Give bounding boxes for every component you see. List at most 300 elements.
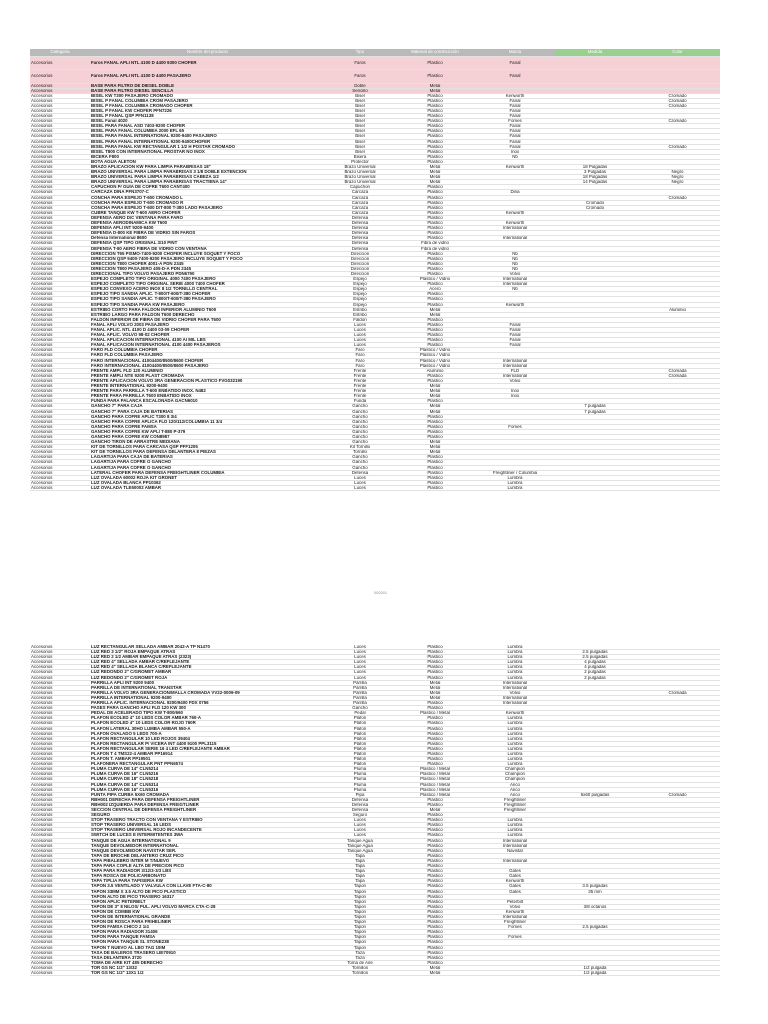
cell-material: Plastico — [395, 190, 475, 195]
cell-categoria: Accesorios — [30, 282, 90, 287]
cell-categoria: Accesorios — [30, 670, 90, 675]
cell-color: Cromado — [635, 119, 720, 124]
header-row — [30, 49, 720, 56]
cell-marca: Volvo — [475, 904, 555, 909]
cell-categoria: Accesorios — [30, 828, 90, 833]
cell-categoria: Accesorios — [30, 83, 90, 88]
cell-nombre: BISEL PARA FANAL KW RECTANGULAR 1 1/2 H POSTAR CROMADO — [90, 144, 325, 149]
cell-material: Plastico — [395, 205, 475, 210]
cell-medida: 5x60 pulgadas — [555, 792, 635, 797]
cell-categoria: Accesorios — [30, 175, 90, 180]
cell-nombre: TASA DE BALEROS TRASERO LBI70910 — [90, 950, 325, 955]
cell-categoria: Accesorios — [30, 858, 90, 863]
cell-nombre: FRENTE APLICACION VOLVO 3RA GENERACION PLASTICO FVG032190 — [90, 378, 325, 383]
cell-tipo: Bisel — [325, 134, 395, 139]
cell-material: Plastico / Vidrio — [395, 348, 475, 353]
cell-tipo: Carcaza — [325, 200, 395, 205]
cell-material: Plastico — [395, 833, 475, 838]
cell-marca: Fanal — [475, 134, 555, 139]
cell-nombre: CONCHA PARA ESPEJO T-600 CROMADO L — [90, 195, 325, 200]
cell-categoria: Accesorios — [30, 261, 90, 266]
cell-tipo: Defensa — [325, 231, 395, 236]
cell-tipo: Parrilla — [325, 680, 395, 685]
cell-categoria: Accesorios — [30, 70, 90, 84]
cell-material: Plastico — [395, 317, 475, 322]
cell-marca: Kenworth — [475, 302, 555, 307]
cell-material: Plastico — [395, 470, 475, 475]
cell-marca: Fanal — [475, 108, 555, 113]
cell-categoria: Accesorios — [30, 414, 90, 419]
cell-categoria: Accesorios — [30, 869, 90, 874]
cell-categoria: Accesorios — [30, 170, 90, 175]
cell-material: Metal — [395, 440, 475, 445]
cell-nombre: LUZ RED 2 1/2 AMBAR EMPAQUE ATRAS (2323) — [90, 655, 325, 660]
cell-nombre: PASES PARA GANCHO APLI FLD 120 KW 300 — [90, 706, 325, 711]
cell-marca: International — [475, 843, 555, 848]
cell-categoria: Accesorios — [30, 945, 90, 950]
cell-nombre: TAPA ROSCA DE POLICARBONATO — [90, 874, 325, 879]
cell-material: Plastico — [395, 818, 475, 823]
cell-nombre: ESTRIBO LARGO PARA FALDON T600 DERECHO — [90, 312, 325, 317]
cell-nombre: TAPON ALTO DE PICO TRASERO 16317 — [90, 894, 325, 899]
cell-marca: Lumbra — [475, 721, 555, 726]
product-table-1 — [30, 49, 720, 491]
cell-nombre: ESPEJO COMPLETO TIPO ORIGINAL 4000 7400 PASAJERO — [90, 277, 325, 282]
cell-nombre: LUZ REDONDO 2" C/GROMET AMBAR — [90, 670, 325, 675]
cell-marca: Peterbilt — [475, 899, 555, 904]
cell-categoria: Accesorios — [30, 384, 90, 389]
cell-tipo: Bisera — [325, 154, 395, 159]
cell-tipo: Funda — [325, 399, 395, 404]
cell-tipo: Plafon — [325, 716, 395, 721]
cell-material: Plastico / Metal — [395, 777, 475, 782]
cell-categoria: Accesorios — [30, 312, 90, 317]
cell-material: Plastico — [395, 480, 475, 485]
cell-nombre: TAPON APLIC PETERBILT — [90, 899, 325, 904]
cell-categoria: Accesorios — [30, 930, 90, 935]
cell-categoria: Accesorios — [30, 205, 90, 210]
cell-material: Plastico — [395, 813, 475, 818]
cell-categoria: Accesorios — [30, 955, 90, 960]
cell-medida: 35 mm — [555, 889, 635, 894]
cell-material: Plastico / Vidrio — [395, 277, 475, 282]
cell-categoria: Accesorios — [30, 751, 90, 756]
cell-nombre: PLUMA CURVA DE 16" CLN5316 — [90, 787, 325, 792]
cell-tipo: Capuchon — [325, 185, 395, 190]
cell-categoria: Accesorios — [30, 149, 90, 154]
header-material: Material de construcción — [395, 49, 475, 56]
cell-marca: Inox — [475, 394, 555, 399]
cell-nombre: PLAFON ECOLED 4" 10 LEDS COLOR ROJO 760R — [90, 721, 325, 726]
cell-tipo: Luces — [325, 480, 395, 485]
cell-categoria: Accesorios — [30, 256, 90, 261]
cell-tipo: Parrilla — [325, 695, 395, 700]
cell-marca: Lumbra — [475, 751, 555, 756]
cell-material: Plastico — [395, 736, 475, 741]
cell-material: Plastico — [395, 945, 475, 950]
cell-categoria: Accesorios — [30, 419, 90, 424]
cell-tipo: Direccion — [325, 251, 395, 256]
cell-nombre: BISEL P FANAL COLUMBIA CROMADO CHOFER — [90, 103, 325, 108]
cell-nombre: BRAZO UNIVERSAL PARA LIMPIA PARABRISAS TRACTIENA 14" — [90, 180, 325, 185]
cell-tipo: Gancho — [325, 419, 395, 424]
cell-nombre: DEFENSA APLI INT 9200-9400 — [90, 226, 325, 231]
cell-marca: Gates — [475, 874, 555, 879]
cell-nombre: LAGARTIJA PARA CAJA DE BATERIAS — [90, 455, 325, 460]
cell-categoria: Accesorios — [30, 450, 90, 455]
cell-tipo: Gancho — [325, 465, 395, 470]
cell-tipo: Tapon — [325, 935, 395, 940]
cell-categoria: Accesorios — [30, 736, 90, 741]
cell-color: Cromado — [635, 98, 720, 103]
cell-categoria: Accesorios — [30, 144, 90, 149]
cell-material: Plastico — [395, 645, 475, 650]
cell-material: Metal — [395, 409, 475, 414]
cell-tipo: Tapon — [325, 909, 395, 914]
cell-categoria: Accesorios — [30, 348, 90, 353]
cell-marca: Fanal — [475, 103, 555, 108]
cell-categoria: Accesorios — [30, 368, 90, 373]
cell-categoria: Accesorios — [30, 470, 90, 475]
cell-categoria: Accesorios — [30, 894, 90, 899]
cell-medida: 1/2 pulgada — [555, 965, 635, 970]
cell-tipo: Tapa — [325, 853, 395, 858]
cell-medida — [555, 70, 635, 84]
cell-tipo: Defensa — [325, 808, 395, 813]
cell-nombre: BOTA AGUA ALETON — [90, 159, 325, 164]
cell-nombre: LAGARTIJA PARA COFRE O GANCHO — [90, 465, 325, 470]
cell-tipo: Tanque Agua — [325, 848, 395, 853]
cell-material: Plastico — [395, 802, 475, 807]
cell-tipo: Luces — [325, 485, 395, 490]
cell-tipo: Pluma — [325, 772, 395, 777]
cell-nombre: RBH002 IZQUIERDA PARA DEFENSA FREIGTLINER — [90, 802, 325, 807]
cell-material: Plastico — [395, 210, 475, 215]
cell-nombre: TAPA PARA RADIADOR 3/12/3-3/3 LBS — [90, 869, 325, 874]
cell-marca: International — [475, 277, 555, 282]
cell-nombre: BRAZO APLICACION KW PARA LIMPIA PARABRISAS 18" — [90, 165, 325, 170]
cell-material: Plastico / Metal — [395, 711, 475, 716]
cell-tipo: Defensa — [325, 221, 395, 226]
cell-tipo: Gancho — [325, 404, 395, 409]
cell-material: Plastico — [395, 98, 475, 103]
cell-marca: Lumbra — [475, 746, 555, 751]
cell-categoria: Accesorios — [30, 287, 90, 292]
table-row — [30, 56, 720, 70]
cell-nombre: PLAFON T. AMBAR PP19501 — [90, 757, 325, 762]
cell-categoria: Accesorios — [30, 914, 90, 919]
cell-medida: 18 Pulgadas — [555, 165, 635, 170]
cell-nombre: LAGARTIJA PARA COFRE O GANCHO — [90, 460, 325, 465]
cell-marca: Fanal — [475, 322, 555, 327]
cell-categoria: Accesorios — [30, 409, 90, 414]
cell-nombre: TAPON 33MM X 3.5 ALTO DE PICO PLASTICO — [90, 889, 325, 894]
cell-categoria: Accesorios — [30, 746, 90, 751]
cell-nombre: SEGURO — [90, 813, 325, 818]
cell-marca: Lumbra — [475, 675, 555, 680]
cell-marca: International — [475, 236, 555, 241]
cell-categoria: Accesorios — [30, 251, 90, 256]
cell-material: Metal — [395, 180, 475, 185]
cell-marca: Lumbra — [475, 726, 555, 731]
cell-nombre: PLAFON RECTANGULAR 10 LED ROJOS 39404 — [90, 736, 325, 741]
cell-tipo: Tapon — [325, 940, 395, 945]
cell-categoria: Accesorios — [30, 378, 90, 383]
cell-material: Plastico — [395, 701, 475, 706]
cell-categoria: Accesorios — [30, 716, 90, 721]
cell-tipo: Plafon — [325, 731, 395, 736]
cell-medida: 2.5 pulgadas — [555, 655, 635, 660]
cell-nombre: TAPON DE INTERNATIONAL GRANDE — [90, 914, 325, 919]
cell-nombre: LUZ RED 4" SELLADA BLANCA C/REFLEJANTE — [90, 665, 325, 670]
cell-tipo: Estribo — [325, 312, 395, 317]
cell-nombre: DEFENSA QSP TIPO ORIGINAL 3/10 PINT — [90, 241, 325, 246]
cell-color: Cromado — [635, 93, 720, 98]
cell-nombre: LUZ OVALADA TLE60002 AMBAR — [90, 485, 325, 490]
cell-material: Plastico — [395, 93, 475, 98]
cell-nombre: FANAL APLICACION INTERNATIONAL 4100 4400 PASAJEROS — [90, 343, 325, 348]
cell-material: Plastico — [395, 899, 475, 904]
cell-color: Cromado — [635, 103, 720, 108]
cell-marca: Lumbra — [475, 818, 555, 823]
cell-nombre: PLAFON RECTANGULAR SERIE 16 4 LED C/REFLEJANTE AMBAR — [90, 746, 325, 751]
cell-nombre: TANQUE DEVOLMEDOR NAVISTAR SER. — [90, 848, 325, 853]
cell-nombre: TANQUE DE AGUA INTERNATIONAL 9 — [90, 838, 325, 843]
cell-nombre: DEFENSA AERODINAMICA KW T600 — [90, 221, 325, 226]
cell-material: Metal — [395, 971, 475, 976]
cell-categoria: Accesorios — [30, 726, 90, 731]
cell-categoria: Accesorios — [30, 185, 90, 190]
cell-marca: Lumbra — [475, 645, 555, 650]
cell-color: Cromada — [635, 373, 720, 378]
cell-nombre: TAPA T/PLIA PARA TAPISERIA KW — [90, 879, 325, 884]
cell-nombre: FARO FLD COLUMBIA CHOFER — [90, 348, 325, 353]
cell-nombre: GANCHO PARA COFRE APLICA FLD 120/112/COLUMBIA 11 3/4 — [90, 419, 325, 424]
cell-nombre: TOR GS NC 1/2" 13/32 — [90, 965, 325, 970]
cell-material: Plastico — [395, 925, 475, 930]
cell-medida: 2.5 pulgadas — [555, 925, 635, 930]
cell-marca: International — [475, 226, 555, 231]
cell-categoria: Accesorios — [30, 680, 90, 685]
cell-categoria: Accesorios — [30, 920, 90, 925]
cell-marca: Volvo — [475, 271, 555, 276]
cell-tipo: Espejo — [325, 287, 395, 292]
cell-material: Plastico — [395, 215, 475, 220]
cell-marca: Lumbra — [475, 480, 555, 485]
cell-tipo: Tapon — [325, 889, 395, 894]
cell-material: Plastico — [395, 960, 475, 965]
cell-categoria: Accesorios — [30, 843, 90, 848]
cell-nombre: LUZ RED 3 1/2" ROJA EMPAQUE ATRAS — [90, 650, 325, 655]
cell-marca: Kenworth — [475, 221, 555, 226]
cell-nombre: LUZ REDONDO 2" C/GROMET ROJA — [90, 675, 325, 680]
cell-tipo: Plafon — [325, 726, 395, 731]
cell-tipo: Espejo — [325, 282, 395, 287]
cell-color: Aluminio — [635, 307, 720, 312]
cell-categoria: Accesorios — [30, 399, 90, 404]
cell-nombre: CONCHA PARA ESPEJO T-600 CROMADO R — [90, 200, 325, 205]
cell-categoria: Accesorios — [30, 480, 90, 485]
cell-nombre: BISEL P FANAL COLUMBIA CROM PASAJERO — [90, 98, 325, 103]
cell-categoria: Accesorios — [30, 180, 90, 185]
cell-material: Plastico — [395, 149, 475, 154]
cell-tipo: Pluma — [325, 767, 395, 772]
cell-categoria: Accesorios — [30, 782, 90, 787]
cell-nombre: GANCHO 7" PARA CAJA DE BATERIAS — [90, 409, 325, 414]
cell-marca: Fanal — [475, 129, 555, 134]
cell-categoria: Accesorios — [30, 292, 90, 297]
cell-material: Fibra de vidrio — [395, 241, 475, 246]
cell-material: Plastico — [395, 424, 475, 429]
cell-material: Metal — [395, 808, 475, 813]
cell-material: Plastico / Vidrio — [395, 358, 475, 363]
cell-tipo: Luces — [325, 660, 395, 665]
cell-material: Plastico — [395, 460, 475, 465]
cell-material: Plastico — [395, 716, 475, 721]
header-categoria: Categoría — [30, 49, 90, 56]
cell-tipo: Tapon — [325, 920, 395, 925]
cell-marca: Lumbra — [475, 655, 555, 660]
cell-marca: Nb — [475, 251, 555, 256]
cell-categoria: Accesorios — [30, 429, 90, 434]
cell-tipo: Protector — [325, 159, 395, 164]
cell-tipo: Luces — [325, 650, 395, 655]
cell-categoria: Accesorios — [30, 848, 90, 853]
header-color: Color — [635, 49, 720, 56]
cell-medida: 3.5 pulgadas — [555, 884, 635, 889]
cell-material: Metal — [395, 389, 475, 394]
cell-material: Plastico — [395, 660, 475, 665]
cell-tipo: Faro — [325, 363, 395, 368]
cell-marca: Fanal — [475, 139, 555, 144]
cell-nombre: Faros FANAL APLI NTL 4100 D 4400 9300 CHOFER — [90, 56, 325, 70]
cell-tipo: Bisel — [325, 129, 395, 134]
cell-material: Metal — [395, 445, 475, 450]
cell-tipo: Tornillos — [325, 965, 395, 970]
cell-material: Plastico — [395, 655, 475, 660]
cell-material: Plastico — [395, 124, 475, 129]
cell-material: Plastico — [395, 414, 475, 419]
cell-categoria: Accesorios — [30, 935, 90, 940]
cell-marca: Anco — [475, 787, 555, 792]
cell-categoria: Accesorios — [30, 266, 90, 271]
cell-nombre: BASE PARA FILTRO DE DIESEL DOBLE — [90, 83, 325, 88]
cell-medida — [555, 56, 635, 70]
cell-nombre: STOP TRASERO UNIVERSAL ROJO INCANDECENTE — [90, 828, 325, 833]
cell-nombre: BASE PARA FILTRO DIESEL SENCILLA — [90, 88, 325, 93]
cell-material: Plastico — [395, 256, 475, 261]
cell-nombre: GANCHO 7" PARA CAJA — [90, 404, 325, 409]
cell-tipo: Espejo — [325, 277, 395, 282]
cell-categoria: Accesorios — [30, 271, 90, 276]
cell-material: Plastico — [395, 874, 475, 879]
cell-categoria: Accesorios — [30, 353, 90, 358]
cell-marca: Kenworth — [475, 711, 555, 716]
cell-categoria: Accesorios — [30, 767, 90, 772]
cell-material: Plastico — [395, 665, 475, 670]
cell-material: Plastico — [395, 940, 475, 945]
cell-marca: Navistar — [475, 848, 555, 853]
cell-categoria: Accesorios — [30, 792, 90, 797]
cell-tipo: Parrilla — [325, 690, 395, 695]
cell-nombre: PARRILLA APLIC. INTERNACIONAL 9200/9400 FDX 0756 — [90, 701, 325, 706]
cell-nombre: FARO INTERNACIONAL 41004400/8500/8600 PASAJERO — [90, 363, 325, 368]
cell-nombre: BISEL PARA FANAL INTERNATIONAL 9200-9400CHOFER — [90, 139, 325, 144]
cell-material: Plastico — [395, 236, 475, 241]
cell-material: Plastico — [395, 378, 475, 383]
cell-tipo: Taza — [325, 950, 395, 955]
cell-tipo: Tapa — [325, 858, 395, 863]
cell-material: Plastico — [395, 134, 475, 139]
cell-material: Plastico — [395, 261, 475, 266]
cell-nombre: GANCHO TIRON DE ARRASTRE MEDIANA — [90, 440, 325, 445]
cell-material: Plastico — [395, 114, 475, 119]
cell-tipo: Luces — [325, 818, 395, 823]
cell-material: Plastico — [395, 119, 475, 124]
cell-categoria: Accesorios — [30, 328, 90, 333]
cell-categoria: Accesorios — [30, 475, 90, 480]
cell-nombre: CUBRE TANQUE KW T-600 AERO CHOFER — [90, 210, 325, 215]
cell-categoria: Accesorios — [30, 445, 90, 450]
cell-tipo: Luces — [325, 333, 395, 338]
cell-medida: 3 Pulgadas — [555, 170, 635, 175]
cell-color: Cromado — [635, 195, 720, 200]
cell-categoria: Accesorios — [30, 333, 90, 338]
cell-nombre: FRENTE AMPL FLD 120 ALUMINIO — [90, 368, 325, 373]
cell-categoria: Accesorios — [30, 134, 90, 139]
cell-nombre: SECCION CENTRAL DE DEFENSA FREIGHTLINER — [90, 808, 325, 813]
cell-tipo: Carcaza — [325, 205, 395, 210]
cell-nombre: GANCHO PARA COFRE KW CON8987 — [90, 434, 325, 439]
cell-tipo: Direccion — [325, 266, 395, 271]
header-medida: Medida — [555, 49, 635, 56]
cell-categoria: Accesorios — [30, 650, 90, 655]
cell-marca: Champion — [475, 772, 555, 777]
cell-categoria: Accesorios — [30, 721, 90, 726]
cell-color: Negro — [635, 180, 720, 185]
cell-material: Metal — [395, 680, 475, 685]
cell-categoria: Accesorios — [30, 889, 90, 894]
cell-nombre: LUZ RECTANGULAR SELLADA AMBAR 2042-A TP N1470 — [90, 645, 325, 650]
cell-nombre: PLAFON LATERAL 30HO LUMBA AMBAR 550-A — [90, 726, 325, 731]
cell-marca: Nb — [475, 266, 555, 271]
cell-material: Metal — [395, 384, 475, 389]
cell-color — [635, 56, 720, 70]
cell-material: Metal — [395, 394, 475, 399]
cell-tipo: Plafon — [325, 721, 395, 726]
cell-tipo: Gancho — [325, 706, 395, 711]
cell-tipo: Direccion — [325, 271, 395, 276]
cell-categoria: Accesorios — [30, 159, 90, 164]
cell-tipo: Frente — [325, 373, 395, 378]
cell-marca: Nb — [475, 256, 555, 261]
cell-categoria: Accesorios — [30, 731, 90, 736]
cell-marca: Lumbra — [475, 650, 555, 655]
cell-categoria: Accesorios — [30, 965, 90, 970]
cell-tipo: Luces — [325, 328, 395, 333]
cell-material: Plastico — [395, 251, 475, 256]
cell-tipo: Tapa — [325, 869, 395, 874]
cell-material: Plastico — [395, 343, 475, 348]
cell-categoria: Accesorios — [30, 757, 90, 762]
cell-categoria: Accesorios — [30, 690, 90, 695]
cell-marca: Fanal — [475, 114, 555, 119]
cell-tipo: Tapon — [325, 925, 395, 930]
cell-material: Plastico — [395, 328, 475, 333]
header-marca: Marca — [475, 49, 555, 56]
cell-nombre: PARRILLA VOLVO 3RA GENERACION/MALLA CROMADA VV22-0009-09 — [90, 690, 325, 695]
cell-tipo: Tapa — [325, 864, 395, 869]
